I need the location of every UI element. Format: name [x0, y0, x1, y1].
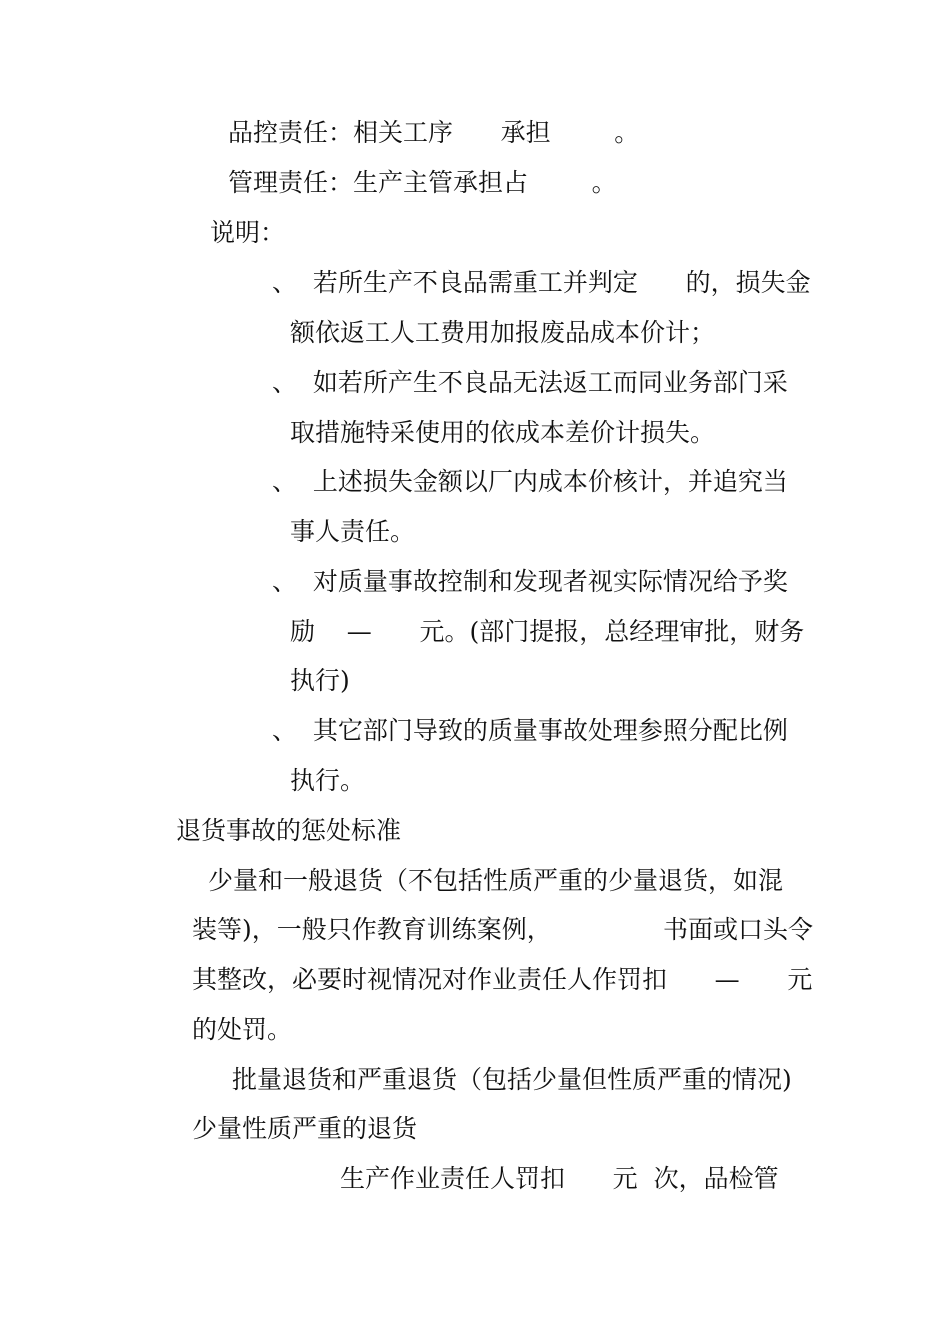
text-line-batch-return: 批量退货和严重退货（包括少量但性质严重的情况)	[232, 1065, 792, 1094]
text-line-quality-control-responsibility: 品控责任：相关工序 承担 。	[228, 118, 640, 147]
text-line-item-4-cont-2: 执行)	[290, 666, 350, 695]
text-line-minor-return-cont-3: 的处罚。	[192, 1015, 293, 1044]
text-line-serious-minor-return: 少量性质严重的退货	[192, 1114, 418, 1143]
text-line-item-5: 、 其它部门导致的质量事故处理参照分配比例	[272, 716, 788, 745]
text-line-item-1-cont: 额依返工人工费用加报废品成本价计；	[290, 318, 716, 347]
text-line-minor-return: 少量和一般退货（不包括性质严重的少量退货，如混	[208, 866, 784, 895]
text-line-item-2: 、 如若所产生不良品无法返工而同业务部门采	[272, 368, 788, 397]
text-line-minor-return-cont-2: 其整改，必要时视情况对作业责任人作罚扣 — 元	[192, 965, 813, 994]
text-line-item-3: 、 上述损失金额以厂内成本价核计，并追究当	[272, 467, 788, 496]
text-line-minor-return-cont: 装等)，一般只作教育训练案例， 书面或口头令	[192, 915, 814, 944]
text-line-item-4: 、 对质量事故控制和发现者视实际情况给予奖	[272, 567, 788, 596]
text-line-item-3-cont: 事人责任。	[290, 517, 416, 546]
text-line-production-penalty: 生产作业责任人罚扣 元 次，品检管	[340, 1164, 779, 1193]
text-line-explanation-heading: 说明：	[210, 218, 286, 247]
text-line-item-1: 、 若所生产不良品需重工并判定 的，损失金	[272, 268, 811, 297]
text-line-management-responsibility: 管理责任：生产主管承担占 。	[228, 168, 617, 197]
text-line-item-5-cont: 执行。	[290, 766, 366, 795]
text-line-item-4-cont: 励 — 元。(部门提报，总经理审批，财务	[290, 617, 805, 646]
text-line-item-2-cont: 取措施特采使用的依成本差价计损失。	[290, 418, 716, 447]
section-heading-return-penalty: 退货事故的惩处标准	[176, 816, 402, 845]
